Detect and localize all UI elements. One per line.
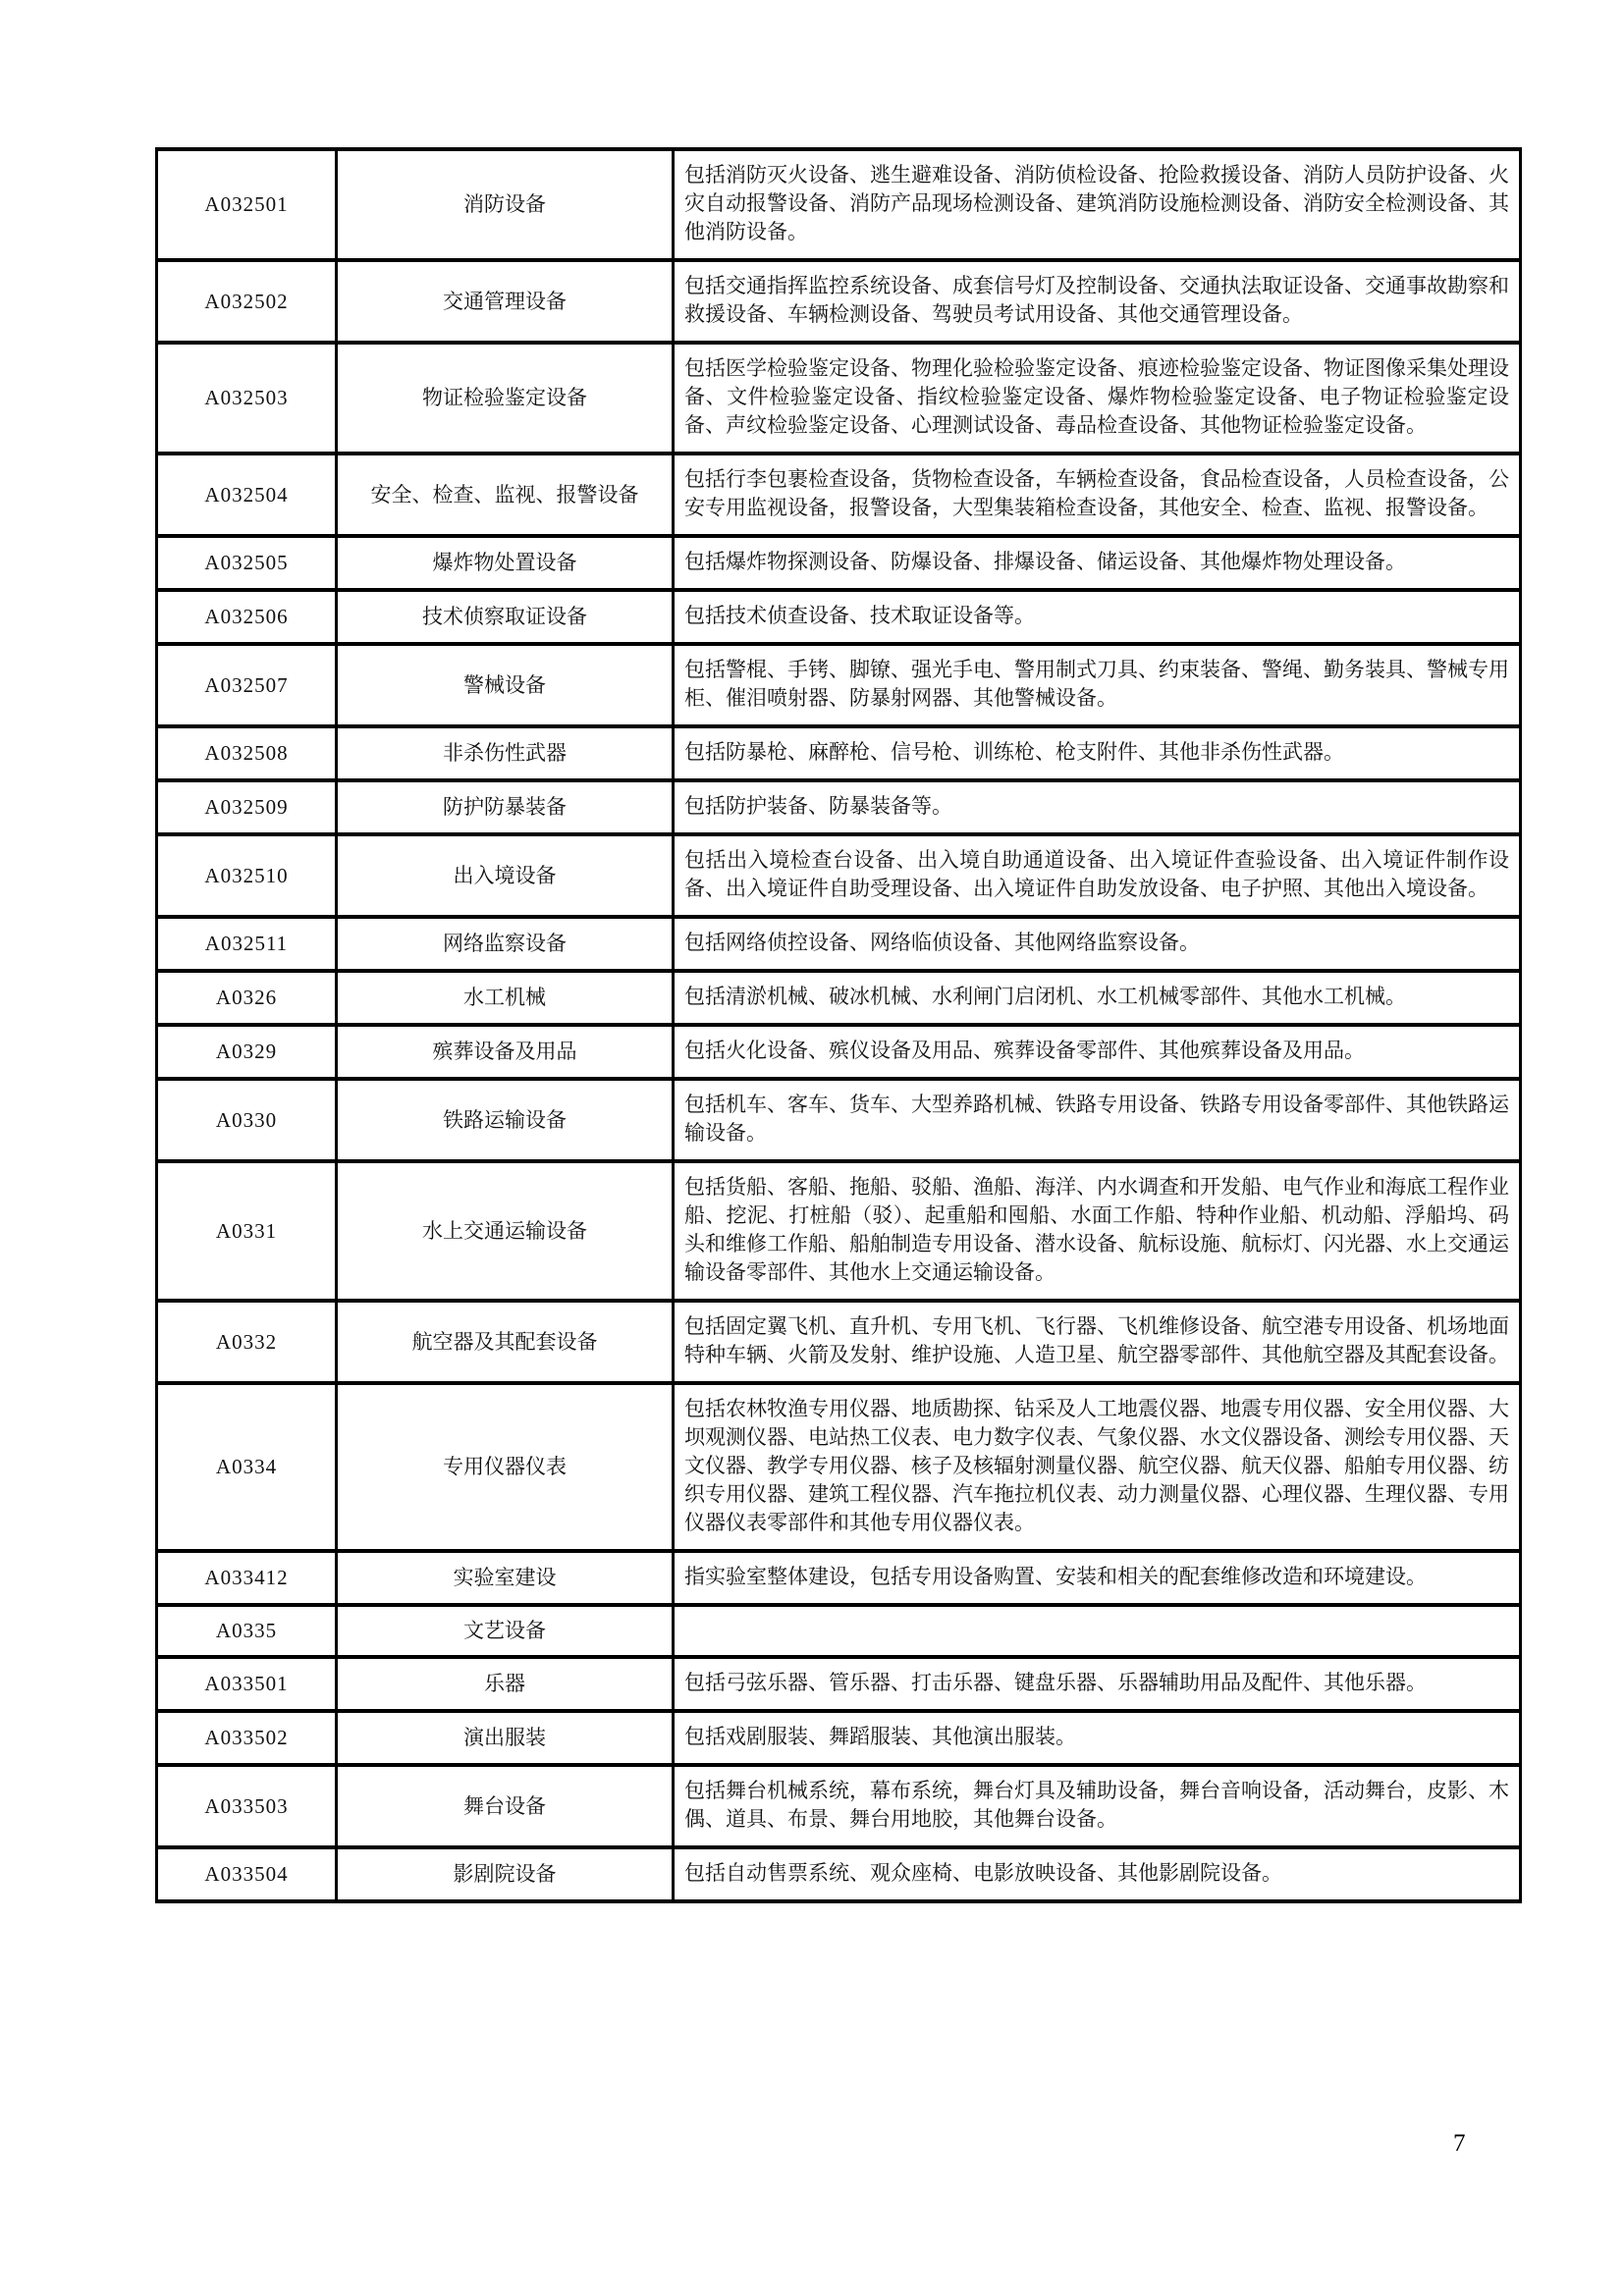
name-cell: 殡葬设备及用品 [337, 1025, 674, 1079]
table-row [157, 1765, 1521, 1847]
name-cell: 防护防暴装备 [337, 780, 674, 834]
name-cell: 警械设备 [337, 644, 674, 726]
description-cell: 包括防暴枪、麻醉枪、信号枪、训练枪、枪支附件、其他非杀伤性武器。 [674, 726, 1521, 780]
name-cell: 舞台设备 [337, 1765, 674, 1847]
code-cell: A032506 [157, 590, 337, 644]
description-cell: 包括戏剧服装、舞蹈服装、其他演出服装。 [674, 1711, 1521, 1765]
table-row [157, 149, 1521, 260]
description-cell: 包括医学检验鉴定设备、物理化验检验鉴定设备、痕迹检验鉴定设备、物证图像采集处理设备、文件检验鉴定设备、指纹检验鉴定设备、爆炸物检验鉴定设备、电子物证检验鉴定设备、声纹检验鉴定设备、心理测试设备、毒品检查设备、其他物证检验鉴定设备。 [674, 343, 1521, 454]
description-cell: 包括爆炸物探测设备、防爆设备、排爆设备、储运设备、其他爆炸物处理设备。 [674, 536, 1521, 590]
table-row [157, 343, 1521, 454]
table-row [157, 1711, 1521, 1765]
table-row [157, 590, 1521, 644]
name-cell: 消防设备 [337, 149, 674, 260]
code-cell: A033412 [157, 1551, 337, 1605]
table-row [157, 1079, 1521, 1161]
name-cell: 专用仪器仪表 [337, 1383, 674, 1551]
code-cell: A033501 [157, 1657, 337, 1711]
table-row [157, 644, 1521, 726]
description-cell: 包括机车、客车、货车、大型养路机械、铁路专用设备、铁路专用设备零部件、其他铁路运输设备。 [674, 1079, 1521, 1161]
name-cell: 水工机械 [337, 971, 674, 1025]
name-cell: 技术侦察取证设备 [337, 590, 674, 644]
code-cell: A0334 [157, 1383, 337, 1551]
name-cell: 水上交通运输设备 [337, 1161, 674, 1301]
table-row [157, 536, 1521, 590]
code-cell: A032501 [157, 149, 337, 260]
code-cell: A0335 [157, 1605, 337, 1657]
name-cell: 实验室建设 [337, 1551, 674, 1605]
table-row [157, 726, 1521, 780]
description-cell: 包括固定翼飞机、直升机、专用飞机、飞行器、飞机维修设备、航空港专用设备、机场地面特种车辆、火箭及发射、维护设施、人造卫星、航空器零部件、其他航空器及其配套设备。 [674, 1301, 1521, 1383]
description-cell: 包括舞台机械系统，幕布系统，舞台灯具及辅助设备，舞台音响设备，活动舞台，皮影、木偶、道具、布景、舞台用地胶，其他舞台设备。 [674, 1765, 1521, 1847]
name-cell: 爆炸物处置设备 [337, 536, 674, 590]
code-cell: A032505 [157, 536, 337, 590]
table-row [157, 834, 1521, 917]
table-row [157, 1383, 1521, 1551]
code-cell: A032503 [157, 343, 337, 454]
table-row [157, 1657, 1521, 1711]
classification-table-body [157, 149, 1521, 1901]
description-cell: 包括网络侦控设备、网络临侦设备、其他网络监察设备。 [674, 917, 1521, 971]
description-cell: 指实验室整体建设，包括专用设备购置、安装和相关的配套维修改造和环境建设。 [674, 1551, 1521, 1605]
description-cell: 包括货船、客船、拖船、驳船、渔船、海洋、内水调查和开发船、电气作业和海底工程作业船、挖泥、打桩船（驳）、起重船和囤船、水面工作船、特种作业船、机动船、浮船坞、码头和维修工作船、船舶制造专用设备、潜水设备、航标设施、航标灯、闪光器、水上交通运输设备零部件、其他水上交通运输设备。 [674, 1161, 1521, 1301]
description-cell: 包括火化设备、殡仪设备及用品、殡葬设备零部件、其他殡葬设备及用品。 [674, 1025, 1521, 1079]
code-cell: A032511 [157, 917, 337, 971]
description-cell: 包括出入境检查台设备、出入境自助通道设备、出入境证件查验设备、出入境证件制作设备、出入境证件自助受理设备、出入境证件自助发放设备、电子护照、其他出入境设备。 [674, 834, 1521, 917]
description-cell: 包括清淤机械、破冰机械、水利闸门启闭机、水工机械零部件、其他水工机械。 [674, 971, 1521, 1025]
table-row [157, 1025, 1521, 1079]
description-cell: 包括自动售票系统、观众座椅、电影放映设备、其他影剧院设备。 [674, 1847, 1521, 1901]
code-cell: A033502 [157, 1711, 337, 1765]
code-cell: A033503 [157, 1765, 337, 1847]
table-row [157, 1551, 1521, 1605]
name-cell: 航空器及其配套设备 [337, 1301, 674, 1383]
name-cell: 网络监察设备 [337, 917, 674, 971]
name-cell: 文艺设备 [337, 1605, 674, 1657]
code-cell: A032502 [157, 260, 337, 343]
description-cell: 包括消防灭火设备、逃生避难设备、消防侦检设备、抢险救援设备、消防人员防护设备、火灾自动报警设备、消防产品现场检测设备、建筑消防设施检测设备、消防安全检测设备、其他消防设备。 [674, 149, 1521, 260]
description-cell [674, 1605, 1521, 1657]
classification-table [155, 147, 1522, 1903]
table-row [157, 454, 1521, 536]
name-cell: 交通管理设备 [337, 260, 674, 343]
code-cell: A0329 [157, 1025, 337, 1079]
code-cell: A032508 [157, 726, 337, 780]
description-cell: 包括行李包裹检查设备，货物检查设备，车辆检查设备，食品检查设备，人员检查设备，公安专用监视设备，报警设备，大型集装箱检查设备，其他安全、检查、监视、报警设备。 [674, 454, 1521, 536]
code-cell: A032504 [157, 454, 337, 536]
code-cell: A0332 [157, 1301, 337, 1383]
code-cell: A0330 [157, 1079, 337, 1161]
description-cell: 包括农林牧渔专用仪器、地质勘探、钻采及人工地震仪器、地震专用仪器、安全用仪器、大坝观测仪器、电站热工仪表、电力数字仪表、气象仪器、水文仪器设备、测绘专用仪器、天文仪器、教学专用仪器、核子及核辐射测量仪器、航空仪器、航天仪器、船舶专用仪器、纺织专用仪器、建筑工程仪器、汽车拖拉机仪表、动力测量仪器、心理仪器、生理仪器、专用仪器仪表零部件和其他专用仪器仪表。 [674, 1383, 1521, 1551]
table-row [157, 1605, 1521, 1657]
table-row [157, 1161, 1521, 1301]
description-cell: 包括防护装备、防暴装备等。 [674, 780, 1521, 834]
code-cell: A032510 [157, 834, 337, 917]
name-cell: 乐器 [337, 1657, 674, 1711]
code-cell: A0326 [157, 971, 337, 1025]
description-cell: 包括技术侦查设备、技术取证设备等。 [674, 590, 1521, 644]
code-cell: A033504 [157, 1847, 337, 1901]
table-row [157, 1301, 1521, 1383]
code-cell: A032507 [157, 644, 337, 726]
table-row [157, 917, 1521, 971]
name-cell: 安全、检查、监视、报警设备 [337, 454, 674, 536]
description-cell: 包括弓弦乐器、管乐器、打击乐器、键盘乐器、乐器辅助用品及配件、其他乐器。 [674, 1657, 1521, 1711]
table-row [157, 260, 1521, 343]
table-row [157, 971, 1521, 1025]
name-cell: 铁路运输设备 [337, 1079, 674, 1161]
description-cell: 包括交通指挥监控系统设备、成套信号灯及控制设备、交通执法取证设备、交通事故勘察和救援设备、车辆检测设备、驾驶员考试用设备、其他交通管理设备。 [674, 260, 1521, 343]
name-cell: 出入境设备 [337, 834, 674, 917]
name-cell: 演出服装 [337, 1711, 674, 1765]
name-cell: 物证检验鉴定设备 [337, 343, 674, 454]
table-row [157, 1847, 1521, 1901]
code-cell: A032509 [157, 780, 337, 834]
page-number: 7 [1453, 2130, 1466, 2157]
name-cell: 非杀伤性武器 [337, 726, 674, 780]
code-cell: A0331 [157, 1161, 337, 1301]
name-cell: 影剧院设备 [337, 1847, 674, 1901]
description-cell: 包括警棍、手铐、脚镣、强光手电、警用制式刀具、约束装备、警绳、勤务装具、警械专用柜、催泪喷射器、防暴射网器、其他警械设备。 [674, 644, 1521, 726]
table-row [157, 780, 1521, 834]
